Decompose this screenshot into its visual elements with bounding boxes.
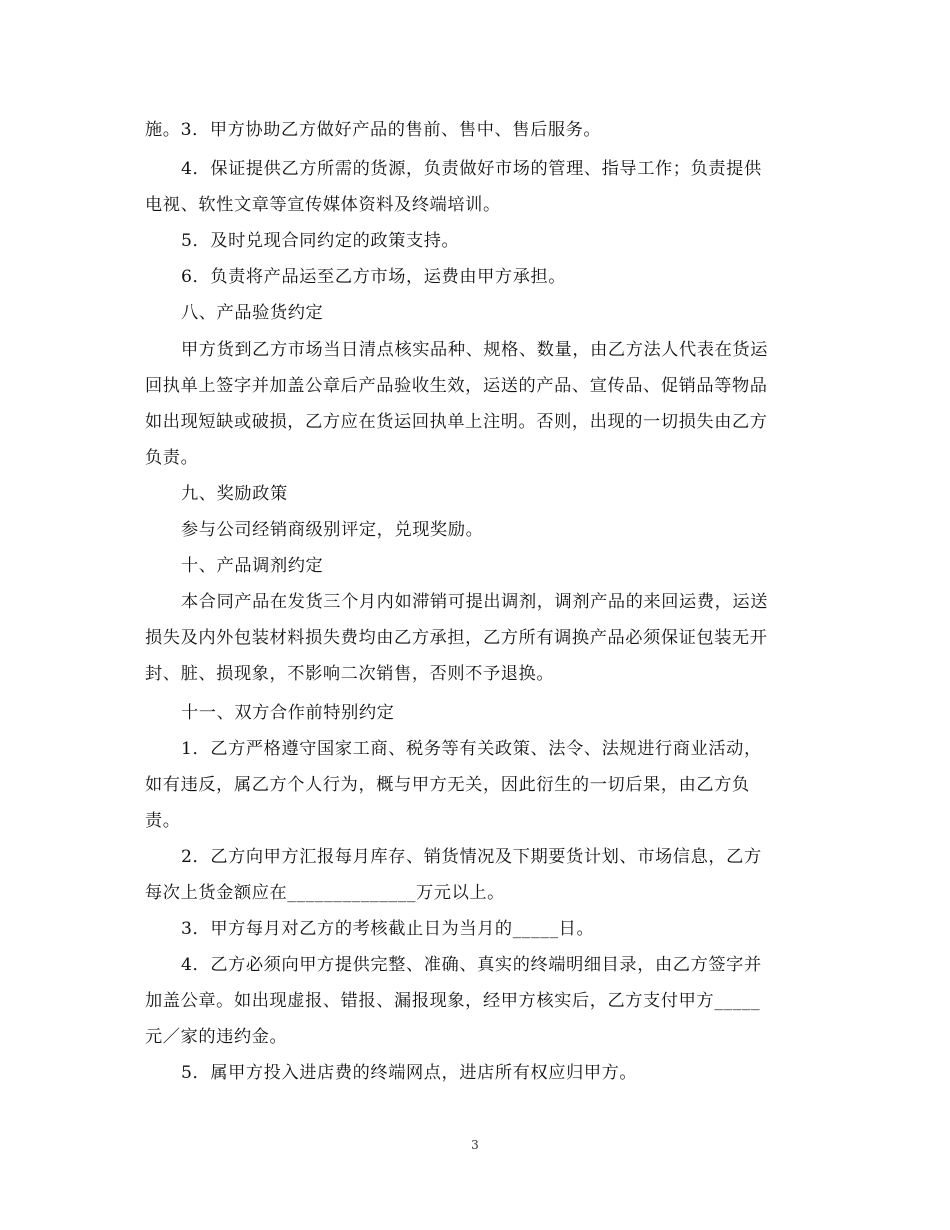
text-line: 2．乙方向甲方汇报每月库存、销货情况及下期要货计划、市场信息，乙方: [181, 847, 762, 867]
text-line: 1．乙方严格遵守国家工商、税务等有关政策、法令、法规进行商业活动，: [181, 739, 762, 759]
text-line: 4．乙方必须向甲方提供完整、准确、真实的终端明细目录，由乙方签字并: [181, 955, 762, 975]
section-heading: 八、产品验货约定: [181, 303, 324, 323]
text-line: 5．及时兑现合同约定的政策支持。: [181, 231, 460, 251]
text-line: 5．属甲方投入进店费的终端网点，进店所有权应归甲方。: [181, 1063, 638, 1083]
text-line: 每次上货金额应在______________万元以上。: [145, 883, 505, 903]
text-line: 回执单上签字并加盖公章后产品验收生效，运送的产品、宣传品、促销品等物品: [145, 376, 768, 396]
text-line: 封、脏、损现象，不影响二次销售，否则不予退换。: [145, 664, 555, 684]
text-line: 责。: [145, 811, 181, 831]
page-number: 3: [471, 1138, 479, 1152]
text-line: 元／家的违约金。: [145, 1027, 288, 1047]
text-line: 本合同产品在发货三个月内如滞销可提出调剂，调剂产品的来回运费，运送: [181, 592, 768, 612]
text-line: 负责。: [145, 448, 199, 468]
section-heading: 十一、双方合作前特别约定: [181, 703, 395, 723]
text-line: 4．保证提供乙方所需的货源，负责做好市场的管理、指导工作；负责提供: [181, 159, 762, 179]
text-line: 施。3．甲方协助乙方做好产品的售前、售中、售后服务。: [145, 120, 602, 140]
text-line: 参与公司经销商级别评定，兑现奖励。: [181, 520, 484, 540]
text-line: 加盖公章。如出现虚报、错报、漏报现象，经甲方核实后，乙方支付甲方_____: [145, 991, 761, 1011]
text-line: 3．甲方每月对乙方的考核截止日为当月的_____日。: [181, 919, 595, 939]
text-line: 如出现短缺或破损，乙方应在货运回执单上注明。否则，出现的一切损失由乙方: [145, 412, 768, 432]
text-line: 电视、软性文章等宣传媒体资料及终端培训。: [145, 195, 501, 215]
text-line: 6．负责将产品运至乙方市场，运费由甲方承担。: [181, 267, 567, 287]
text-line: 甲方货到乙方市场当日清点核实品种、规格、数量，由乙方法人代表在货运: [181, 340, 768, 360]
text-line: 如有违反，属乙方个人行为，概与甲方无关，因此衍生的一切后果，由乙方负: [145, 775, 750, 795]
text-line: 损失及内外包装材料损失费均由乙方承担，乙方所有调换产品必须保证包装无开: [145, 628, 768, 648]
section-heading: 十、产品调剂约定: [181, 556, 324, 576]
section-heading: 九、奖励政策: [181, 484, 288, 504]
